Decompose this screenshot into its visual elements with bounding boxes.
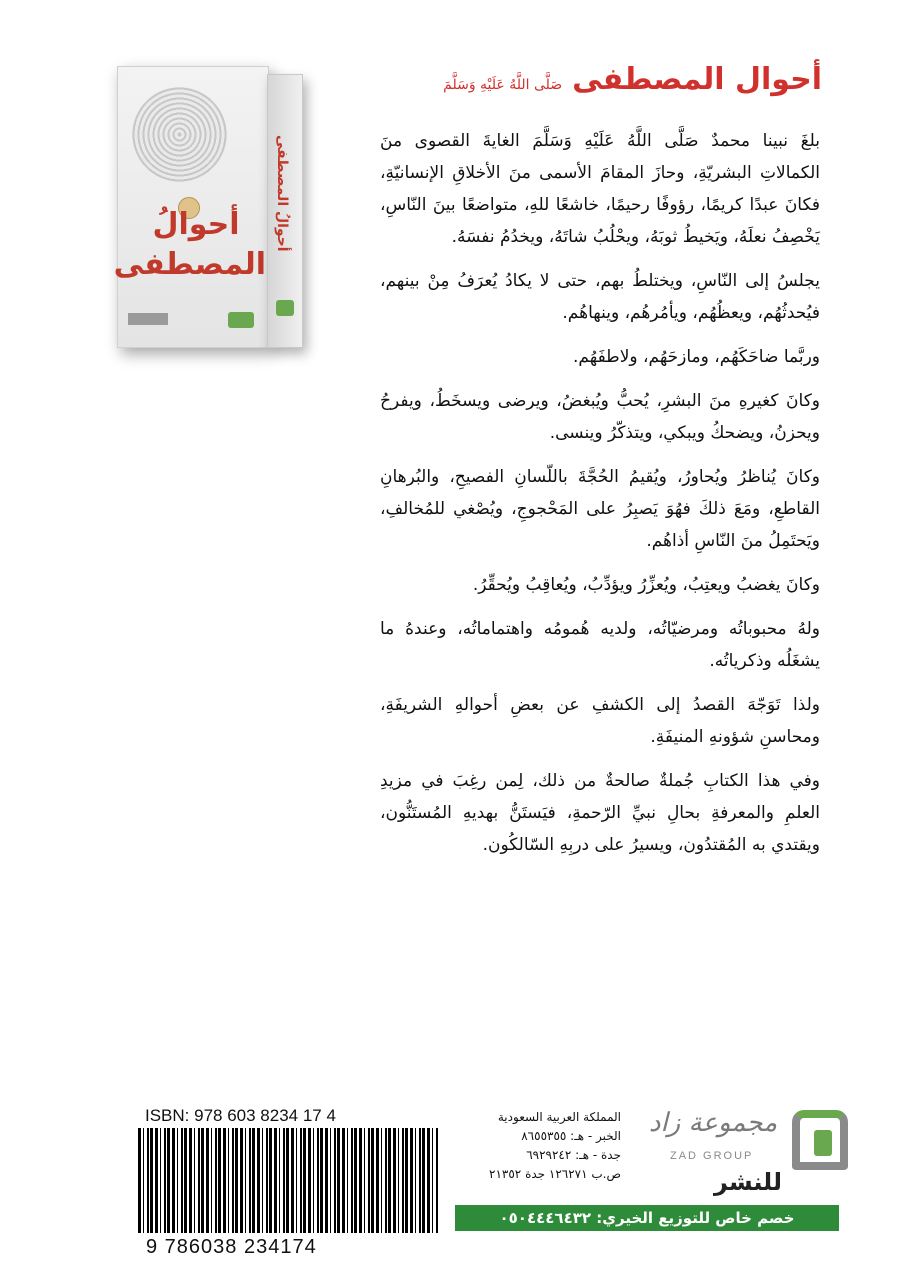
book-spine xyxy=(267,74,303,348)
publisher-label: للنشر xyxy=(714,1168,782,1196)
publisher-group: ZAD GROUP xyxy=(670,1150,754,1162)
publisher-address xyxy=(456,1108,621,1184)
paragraph: ولهُ محبوباتُه ومرضيّاتُه، ولديه هُمومُه واهتماماتُه، وعندهُ ما يشغَلُه وذكرياتُه. xyxy=(380,619,820,671)
address-line: ص.ب ١٢٦٢٧١ جدة ٢١٣٥٢ xyxy=(489,1167,621,1181)
paragraph: وفي هذا الكتابِ جُملةٌ صالحةٌ من ذلك، لِمن رغِبَ في مزيدِ العلمِ والمعرفةِ بحالِ نبيِّ الرّحمةِ، فيَستَنُّ بهديهِ المُستَنُّون، ويقتدي به المُقتدُون، ويسيرُ على دربِهِ السّالكُون. xyxy=(380,771,820,855)
address-line: المملكة العربية السعودية xyxy=(497,1110,621,1124)
publisher-logo-icon xyxy=(228,312,254,328)
paragraph: وربَّما ضاحَكَهُم، ومازحَهُم، ولاطفَهُم. xyxy=(573,347,820,367)
paragraph: وكانَ يغضبُ ويعتِبُ، ويُعزِّرُ ويؤدِّبُ، ويُعاقِبُ ويُحقِّرُ. xyxy=(472,575,820,595)
book-spine-title: أحوالُ المصطفى xyxy=(274,135,290,252)
address-line: الخبر - هـ: ٨٦٥٥٣٥٥ xyxy=(521,1129,621,1143)
publisher-name: مجموعة زاد xyxy=(648,1108,778,1138)
paragraph: بلغَ نبينا محمدٌ صَلَّى اللَّهُ عَلَيْهِ وَسَلَّمَ الغايةَ القصوى منَ الكمالاتِ البشريّةِ، وحازَ المقامَ الأسمى منَ الأخلاقِ الإنسانيّةِ، فكانَ عبدًا كريمًا، رؤوفًا رحيمًا، خاشعًا للهِ، متواضعًا بينَ النّاسِ، يَخْصِفُ نعلَهُ، ويَخيطُ ثوبَهُ، ويحْلُبُ شاتَهُ، ويخدُمُ نفسَهُ. xyxy=(380,131,820,247)
paragraph: وكانَ كغيرهِ منَ البشرِ، يُحبُّ ويُبغضُ، ويرضى ويسخَطُ، ويفرحُ ويحزنُ، ويضحكُ ويبكي، ويتذكّرُ وينسى. xyxy=(380,391,820,443)
address-line: جدة - هـ: ٦٩٢٩٢٤٢ xyxy=(526,1148,621,1162)
zad-logo-icon xyxy=(792,1110,848,1170)
isbn-label: ISBN: 978 603 8234 17 4 xyxy=(145,1106,336,1125)
publisher-logo-icon xyxy=(276,300,294,316)
zad-logo-inner xyxy=(814,1130,832,1156)
paragraph: ولذا تَوَجّهَ القصدُ إلى الكشفِ عن بعضِ أحوالهِ الشريفَةِ، ومحاسنِ شؤونهِ المنيفَةِ. xyxy=(380,695,820,747)
book-front-title: أحوالُ المصطفى xyxy=(113,207,266,282)
book-front-cover xyxy=(113,66,269,348)
paragraph: يجلسُ إلى النّاسِ، ويختلطُ بهم، حتى لا يكادُ يُعرَفُ مِنْ بينهم، فيُحدثُهُم، ويعظُهُم، ويأمُرهُم، وينهاهُم. xyxy=(380,271,820,323)
title-row xyxy=(443,62,822,97)
calligraphy-ornament xyxy=(132,87,227,182)
honorific-phrase: صَلَّى اللَّهُ عَلَيْهِ وَسَلَّمَ xyxy=(443,77,563,93)
barcode-image xyxy=(138,1128,438,1233)
page-title: أحوال المصطفى xyxy=(572,62,822,97)
paragraph: وكانَ يُناظرُ ويُحاورُ، ويُقيمُ الحُجَّةَ باللّسانِ الفصيحِ، والبُرهانِ القاطعِ، ومَعَ ذلكَ فهُوَ يَصبِرُ على المَحْجوجِ، ويُصْغي للمُخالفِ، ويَحتَمِلُ منَ النّاسِ أذاهُم. xyxy=(380,467,820,551)
book-front-publisher-mark xyxy=(128,313,168,325)
charity-discount-bar: خصم خاص للتوزيع الخيري: ٠٥٠٤٤٤٦٤٣٢ xyxy=(455,1205,839,1231)
book-mockup-image xyxy=(95,62,320,362)
barcode-digits: 9 786038 234174 xyxy=(146,1236,317,1258)
publisher-logo xyxy=(648,1100,848,1200)
body-text xyxy=(380,125,820,873)
